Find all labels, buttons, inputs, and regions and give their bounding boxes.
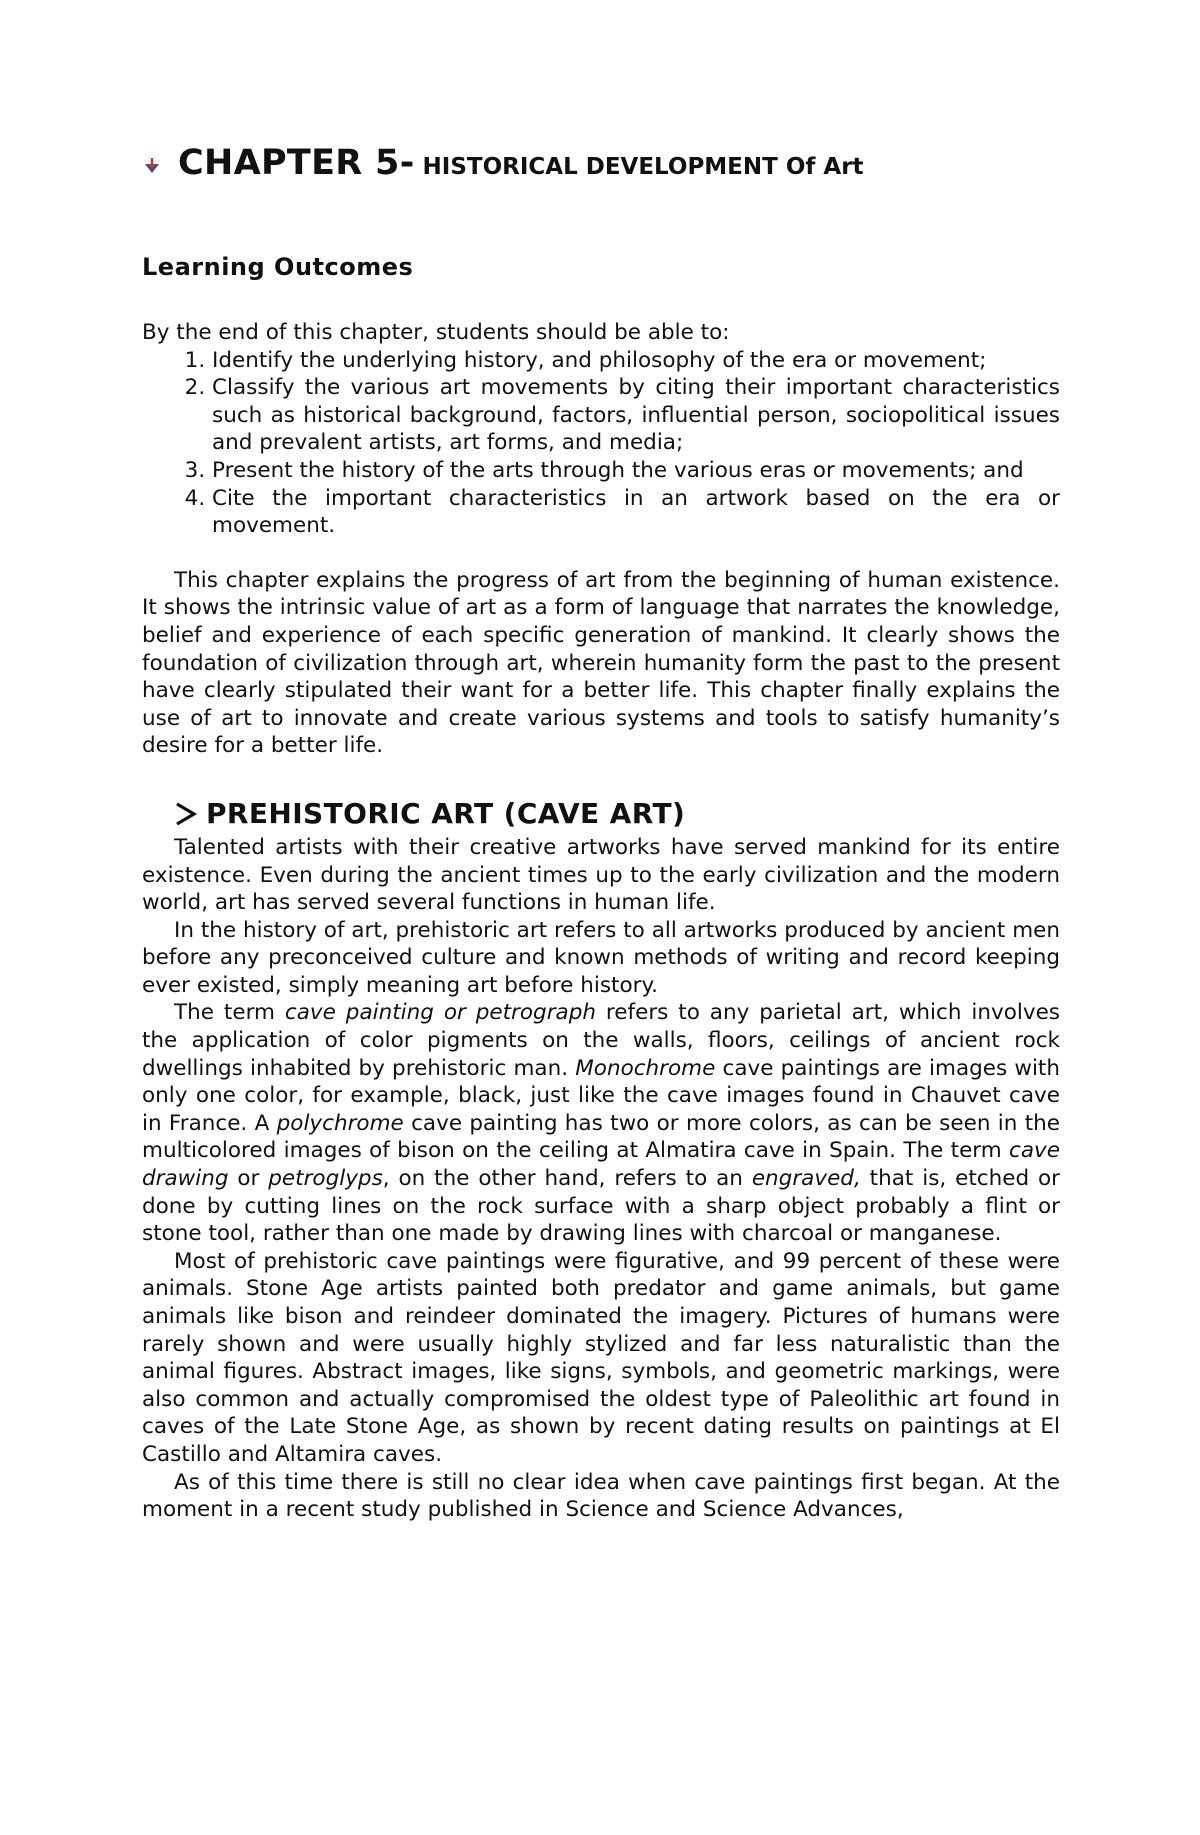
list-item: 2. Classify the various art movements by citing their important characteristics such as historical background, factors, influential person, sociopolitical issues and prevalent artists, art forms, and media; [212, 374, 1060, 457]
learning-outcomes-heading: Learning Outcomes [142, 253, 414, 281]
paragraph-text: that is, etched or done by cutting lines on the rock surface with a sharp object probably a flint or stone tool, rather than one made by drawing lines with charcoal or manganese. [142, 1166, 1060, 1247]
paragraph-text: cave painting has two or more colors, as can be seen in the multicolored images of bison on the ceiling at Almatira cave in Spain. The term [142, 1110, 1060, 1164]
prehistoric-art-title: PREHISTORIC ART (CAVE ART) [206, 797, 686, 831]
chapter-title: HISTORICAL DEVELOPMENT Of Art [422, 154, 864, 180]
term-petroglyps: petroglyps [268, 1166, 383, 1192]
term-cave-painting: cave painting or petrograph [284, 1000, 596, 1026]
paragraph-text: refers to any parietal art, which involves the application of color pigments on the walls, floors, ceilings of ancient rock dwellings inhabited by prehistoric man. [142, 1000, 1061, 1081]
paragraph-text: , on the other hand, refers to an [382, 1166, 752, 1192]
chapter-number: CHAPTER 5- [178, 143, 415, 183]
prehistoric-paragraph-3 [142, 999, 1060, 1247]
learning-outcomes-intro: By the end of this chapter, students should be able to: [142, 320, 730, 345]
prehistoric-paragraph-5: As of this time there is still no clear idea when cave paintings first began. At the moment in a recent study published in Science and Science Advances, [142, 1469, 1060, 1523]
paragraph-text: The term [174, 1000, 285, 1026]
term-polychrome: polychrome [276, 1110, 404, 1136]
prehistoric-paragraph-4: Most of prehistoric cave paintings were figurative, and 99 percent of these were animals. Stone Age artists painted both predator and game animals, but game animals like bison and reindeer dominated the imagery. Pictures of humans were rarely shown and were usually highly stylized and far less naturalistic than the animal figures. Abstract images, like signs, symbols, and geometric markings, were also common and actually compromised the oldest type of Paleolithic art found in caves of the Late Stone Age, as shown by recent dating results on paintings at El Castillo and Altamira caves. [142, 1248, 1060, 1467]
term-engraved: engraved, [751, 1166, 861, 1192]
chapter-heading [142, 143, 1060, 195]
term-monochrome: Monochrome [575, 1055, 716, 1081]
list-item: 4. Cite the important characteristics in an artwork based on the era or movement. [212, 485, 1060, 540]
term-cave-drawing: cave drawing [142, 1138, 1060, 1192]
prehistoric-art-heading [174, 794, 1060, 834]
down-arrow-bullet-icon [142, 146, 164, 184]
paragraph-text: or [228, 1166, 269, 1192]
chapter-intro-paragraph: This chapter explains the progress of art from the beginning of human existence. It shows the intrinsic value of art as a form of language that narrates the knowledge, belief and experience of each specific generation of mankind. It clearly shows the foundation of civilization through art, wherein humanity form the past to the present have clearly stipulated their want for a better life. This chapter finally explains the use of art to innovate and create various systems and tools to satisfy humanity’s desire for a better life. [142, 567, 1060, 759]
chevron-right-arrow-icon [174, 800, 198, 828]
prehistoric-paragraph-1: Talented artists with their creative artworks have served mankind for its entire existence. Even during the ancient times up to the early civilization and the modern world, art has served several functions in human life. [142, 834, 1060, 916]
list-item: 1. Identify the underlying history, and philosophy of the era or movement; [212, 347, 1060, 375]
prehistoric-paragraph-2: In the history of art, prehistoric art refers to all artworks produced by ancient men before any preconceived culture and known methods of writing and record keeping ever existed, simply meaning art before history. [142, 917, 1060, 998]
learning-outcomes-list [142, 347, 1060, 540]
paragraph-text: cave paintings are images with only one color, for example, black, just like the cave images found in Chauvet cave in France. A [142, 1055, 1060, 1136]
list-item: 3. Present the history of the arts through the various eras or movements; and [212, 457, 1060, 485]
